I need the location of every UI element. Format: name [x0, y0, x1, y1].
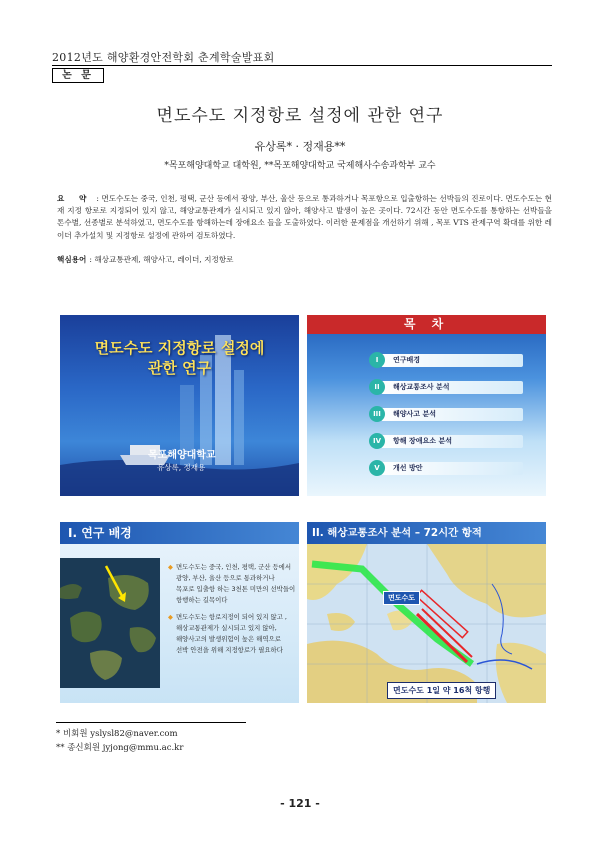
keywords-text: : 해상교통관제, 해양사고, 레이더, 지정항로 — [89, 255, 234, 264]
background-heading: I. 연구 배경 — [60, 522, 299, 544]
keywords — [57, 254, 552, 265]
bullet-icon: ◆ — [168, 613, 173, 621]
bullet-line: 면도수도는 항로지정이 되어 있지 않고 , — [176, 613, 287, 621]
keywords-label: 핵심용어 — [57, 255, 87, 264]
bullet-line: 선박 안전을 위해 지정항로가 필요하다 — [176, 646, 283, 654]
slide-background — [60, 522, 299, 703]
toc-item-label: 개선 방안 — [381, 462, 523, 475]
abstract-label: 요 약 — [57, 194, 93, 203]
toc-item — [369, 459, 529, 477]
toc-list — [369, 351, 529, 486]
background-bullet-2 — [168, 612, 296, 656]
toc-item-number: I — [369, 352, 385, 368]
track-caption: 면도수도 1일 약 16척 항행 — [387, 682, 496, 699]
toc-heading: 목 차 — [307, 315, 546, 334]
toc-item-label: 연구배경 — [381, 354, 523, 367]
conference-header: 2012년도 해양환경안전학회 춘계학술발표회 — [52, 51, 275, 64]
toc-item-label: 항해 장애요소 분석 — [381, 435, 523, 448]
slide-traffic-analysis — [307, 522, 546, 703]
bullet-line: 광양, 부산, 울산 등으로 통과하거나 — [176, 574, 275, 582]
bullet-icon: ◆ — [168, 563, 173, 571]
page-number: - 121 - — [280, 797, 320, 810]
background-bullet-1 — [168, 562, 296, 606]
background-bullets — [168, 562, 296, 656]
toc-item-number: IV — [369, 433, 385, 449]
toc-item-number: II — [369, 379, 385, 395]
slide-title-org: 목포해양대학교 — [148, 450, 216, 461]
toc-item-label: 해상교통조사 분석 — [381, 381, 523, 394]
toc-item-label: 해양사고 분석 — [381, 408, 523, 421]
paper-title: 면도수도 지정항로 설정에 관한 연구 — [156, 106, 444, 126]
bullet-line: 목포로 입출항 하는 3천톤 미만의 선박들이 — [176, 585, 296, 593]
bullet-line: 해양사고의 발생위험이 높은 해역으로 — [176, 635, 281, 643]
paper-affiliations: *목포해양대학교 대학원, **목포해양대학교 국제해사수송과학부 교수 — [164, 161, 436, 171]
slide-title-line2: 관한 연구 — [147, 359, 212, 377]
channel-label: 면도수도 — [383, 591, 420, 605]
slide-title-line1: 면도수도 지정항로 설정에 — [94, 339, 265, 357]
footnote-2: ** 종신회원 jyjong@mmu.ac.kr — [56, 743, 184, 753]
toc-item — [369, 405, 529, 423]
traffic-track-map — [307, 544, 546, 703]
traffic-heading: II. 해상교통조사 분석 – 72시간 항적 — [307, 522, 546, 544]
toc-item — [369, 378, 529, 396]
abstract — [57, 193, 552, 242]
slide-toc — [307, 315, 546, 496]
article-type-tag: 논 문 — [52, 68, 104, 83]
slide-title-names: 유상록, 정재용 — [157, 463, 206, 472]
footnote-rule — [56, 722, 246, 723]
abstract-text: : 면도수도는 중국, 인천, 평택, 군산 등에서 광양, 부산, 울산 등으로 통과하거나 목포항으로 입출항하는 선박들의 진로이다. 면도수도는 현재 지정 항로로 지정되어 있지 않고, 해양교통관제가 실시되고 있지 않아, 해양사고 발생이 높은 곳이다. 72시간 동안 면도수도를 통항하는 선박들을 톤수별, 선종별로 분석하였고, 면도수도를 항해하는데 장애요소 들을 도출하였다. 이러한 문제점을 개선하기 위해 , 목포 VTS 관제구역 확대를 위한 레이더 추가설치 및 지정항로 설정에 관하여 검토하였다. — [57, 194, 552, 240]
toc-item-number: V — [369, 460, 385, 476]
slide-title — [60, 315, 299, 496]
toc-item-number: III — [369, 406, 385, 422]
header-rule — [52, 65, 552, 66]
bullet-line: 해상교통관제가 실시되고 있지 않아, — [176, 624, 277, 632]
bullet-line: 항행하는 길목이다 — [176, 596, 228, 604]
toc-item — [369, 432, 529, 450]
paper-authors: 유상록* · 정재용** — [254, 140, 346, 153]
bullet-line: 면도수도는 중국, 인천, 평택, 군산 등에서 — [176, 563, 292, 571]
satellite-map-image — [60, 558, 160, 688]
toc-item — [369, 351, 529, 369]
footnote-1: * 비회원 yslysl82@naver.com — [56, 729, 178, 739]
